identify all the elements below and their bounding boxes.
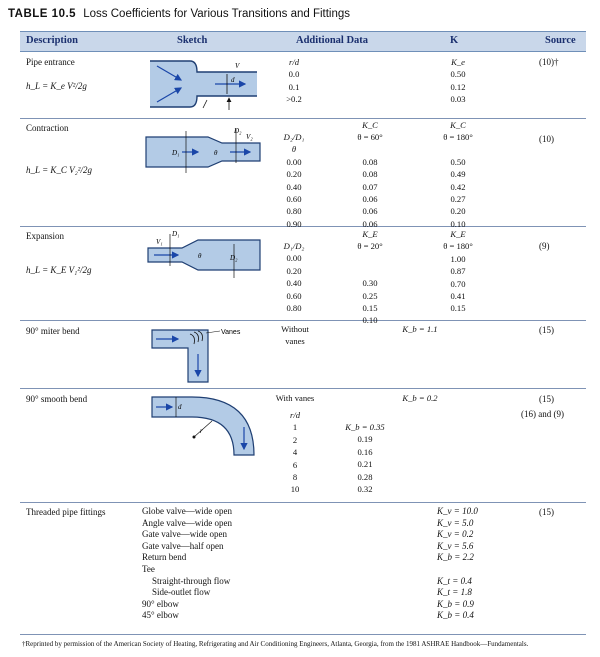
svg-text:D₂: D₂ bbox=[230, 254, 238, 262]
svg-text:d: d bbox=[178, 403, 182, 411]
table-caption: Loss Coefficients for Various Transitions and Fittings bbox=[83, 8, 351, 20]
smooth-k-top: K_b = 0.2 bbox=[402, 393, 438, 403]
smooth-kb-col: K_b = 0.35 0.19 0.16 0.21 0.28 0.32 bbox=[345, 422, 385, 495]
sketch-contraction bbox=[138, 123, 268, 175]
miter-k: K_b = 1.1 bbox=[402, 324, 438, 334]
desc-contraction: Contraction bbox=[26, 123, 69, 133]
contraction-k60-col: K_C θ = 60° 0.08 0.08 0.07 0.06 0.06 0.06 bbox=[357, 120, 383, 229]
desc-miter: 90° miter bend bbox=[26, 326, 80, 336]
svg-text:Vanes: Vanes bbox=[221, 329, 241, 336]
formula-entrance: h_L = K_e V²/2g bbox=[26, 81, 87, 91]
source-entrance: (10)† bbox=[539, 57, 559, 67]
threaded-items: Globe valve—wide open Angle valve—wide open Gate valve—wide open Gate valve—half open Return bend Tee Straight-through flow Side-outlet flow 90° elbow 45° elbow bbox=[142, 506, 232, 621]
svg-text:D₁: D₁ bbox=[172, 230, 180, 238]
table-header bbox=[20, 31, 586, 52]
header-k: K bbox=[450, 35, 459, 46]
row-contraction bbox=[20, 118, 586, 227]
sketch-d-label: d bbox=[231, 76, 235, 84]
row-pipe-entrance bbox=[20, 51, 586, 119]
miter-add-col: Without vanes bbox=[281, 324, 309, 347]
row-expansion bbox=[20, 226, 586, 326]
svg-text:θ: θ bbox=[198, 252, 202, 260]
footnote: †Reprinted by permission of the American Society of Heating, Refrigerating and Air Conditioning Engineers, Atlanta, Georgia, from the 1981 ASHRAE Handbook—Fundamentals. bbox=[22, 640, 529, 648]
expansion-k20-col: K_E θ = 20° 0.30 0.25 0.15 0.10 bbox=[357, 229, 383, 326]
desc-smooth: 90° smooth bend bbox=[26, 394, 88, 404]
row-smooth-bend bbox=[20, 388, 586, 503]
sketch-miter-bend bbox=[150, 324, 260, 384]
threaded-k-col: K_v = 10.0 K_v = 5.0 K_v = 0.2 K_v = 5.6 K_b = 2.2 K_t = 0.4 K_t = 1.8 K_b = 0.9 K_b = 0.4 bbox=[437, 506, 478, 621]
expansion-k180-col: K_E θ = 180° 1.00 0.87 0.70 0.41 0.15 bbox=[443, 229, 473, 314]
sketch-smooth-bend bbox=[150, 393, 260, 465]
header-source: Source bbox=[545, 35, 576, 46]
sketch-expansion bbox=[138, 230, 268, 280]
svg-text:V₁: V₁ bbox=[156, 238, 163, 246]
svg-text:V₂: V₂ bbox=[246, 133, 253, 141]
source-threaded: (15) bbox=[539, 507, 554, 517]
entrance-k-col: K_e 0.50 0.12 0.03 bbox=[450, 57, 466, 105]
formula-contraction: h_L = K_C V₂²/2g bbox=[26, 165, 92, 175]
expansion-ratio-col: D₁/D₂ 0.00 0.20 0.40 0.60 0.80 bbox=[283, 241, 305, 314]
source-smooth-1: (15) bbox=[539, 394, 554, 404]
contraction-ratio-col: D₂/D₁ θ 0.00 0.20 0.40 0.60 0.80 0.90 bbox=[283, 132, 305, 229]
svg-text:D₂: D₂ bbox=[234, 127, 242, 135]
desc-threaded: Threaded pipe fittings bbox=[26, 507, 106, 517]
entrance-rd-col: r/d 0.0 0.1 >0.2 bbox=[286, 57, 302, 105]
header-description: Description bbox=[26, 35, 78, 46]
table-title bbox=[8, 8, 350, 20]
row-miter-bend bbox=[20, 320, 586, 389]
row-threaded-fittings bbox=[20, 502, 586, 635]
contraction-k180-col: K_C θ = 180° 0.50 0.49 0.42 0.27 0.20 0.10 bbox=[443, 120, 473, 229]
smooth-rd-col: r/d 1 2 4 6 8 10 bbox=[289, 410, 301, 495]
header-sketch: Sketch bbox=[177, 35, 208, 46]
svg-text:θ: θ bbox=[214, 149, 218, 157]
header-additional: Additional Data bbox=[296, 35, 369, 46]
table-number: TABLE 10.5 bbox=[8, 8, 77, 20]
svg-text:r: r bbox=[200, 427, 203, 435]
formula-expansion: h_L = K_E V₁²/2g bbox=[26, 265, 92, 275]
desc-entrance: Pipe entrance bbox=[26, 57, 75, 67]
source-contraction: (10) bbox=[539, 134, 554, 144]
source-smooth-2: (16) and (9) bbox=[521, 409, 564, 419]
smooth-with-vanes: With vanes bbox=[275, 393, 315, 403]
source-miter: (15) bbox=[539, 325, 554, 335]
source-expansion: (9) bbox=[539, 241, 550, 251]
sketch-pipe-entrance bbox=[145, 58, 260, 110]
desc-expansion: Expansion bbox=[26, 231, 64, 241]
sketch-v-label: V bbox=[235, 62, 240, 70]
svg-text:D₁: D₁ bbox=[172, 149, 180, 157]
